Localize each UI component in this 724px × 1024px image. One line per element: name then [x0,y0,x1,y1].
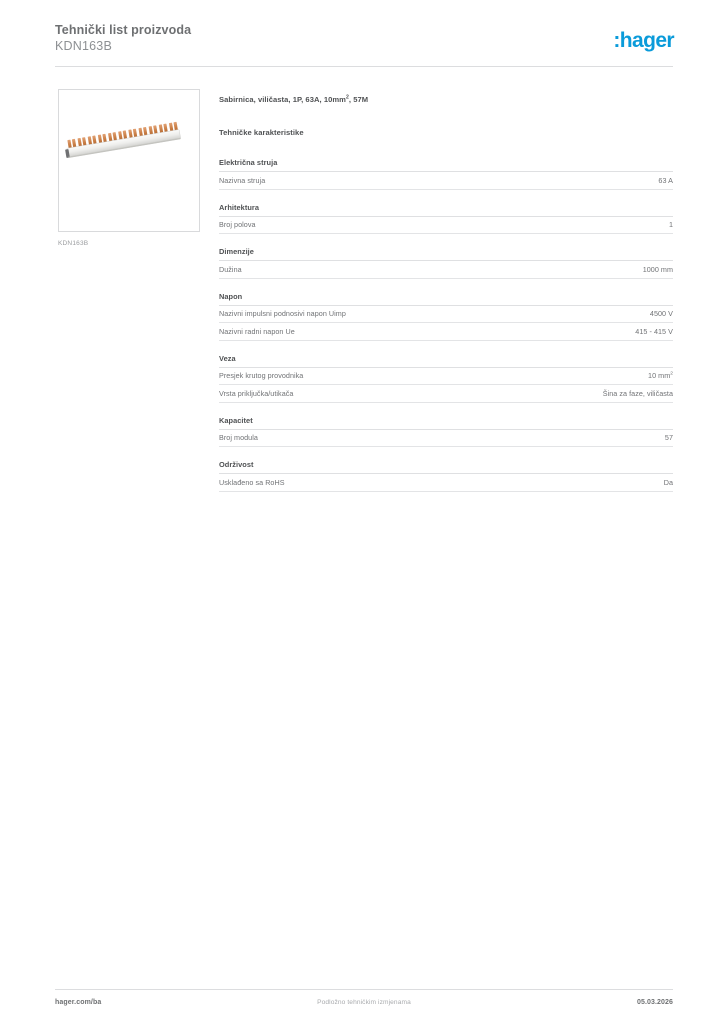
spec-group-title: Veza [219,354,673,368]
page-footer [55,999,673,1011]
spec-row [219,217,673,235]
spec-value: 4500 V [649,309,673,318]
spec-row [219,306,673,324]
footer-website[interactable]: hager.com/ba [55,999,102,1006]
footer-disclaimer: Podložno tehničkim izmjenama [317,999,411,1006]
spec-row [219,368,673,386]
spec-value: 1 [668,220,673,229]
spec-label: Nazivna struja [219,175,266,185]
spec-group-title: Električna struja [219,158,673,172]
spec-group-title: Dimenzije [219,247,673,261]
spec-groups [219,158,673,492]
spec-label: Nazivni radni napon Ue [219,326,295,336]
spec-value: 1000 mm [642,264,673,274]
spec-row [219,261,673,279]
product-image [58,89,200,232]
spec-label: Dužina [219,264,242,274]
spec-label: Broj modula [219,433,258,442]
spec-group [219,416,673,448]
spec-label: Usklađeno sa RoHS [219,477,285,487]
spec-label: Presjek krutog provodnika [219,371,304,380]
specifications-panel [219,94,673,505]
product-description [219,94,673,105]
product-description-superscript: 2 [345,94,349,101]
spec-group [219,460,673,492]
spec-group-title: Napon [219,292,673,306]
spec-value: Da [663,477,673,487]
spec-label: Broj polova [219,220,256,229]
spec-value: 57 [664,433,673,442]
footer-divider [55,989,673,990]
spec-value: 415 - 415 V [635,326,673,336]
spec-label: Nazivni impulsni podnosivi napon Uimp [219,309,346,318]
spec-group [219,292,673,341]
product-description-text: Sabirnica, viličasta, 1P, 63A, 10mm [219,95,346,104]
spec-value: 63 A [658,175,673,185]
hager-logo: :hager [613,29,674,52]
spec-row [219,323,673,341]
page-header [0,0,724,66]
spec-row [219,474,673,492]
spec-group [219,158,673,190]
product-image-caption: KDN163B [58,240,89,247]
spec-row [219,172,673,190]
spec-group [219,354,673,403]
spec-row [219,430,673,448]
spec-group-title: Arhitektura [219,203,673,217]
footer-date: 05.03.2026 [636,999,673,1006]
spec-value-text: 10 mm [648,371,671,380]
spec-row [219,385,673,403]
spec-value [648,371,673,381]
spec-group [219,203,673,235]
spec-value-superscript: 2 [670,371,673,377]
page-title: Tehnički list proizvoda [55,23,192,37]
spec-label: Vrsta priključka/utikača [219,388,294,398]
busbar-illustration [59,90,199,231]
product-description-tail: , 57M [348,95,369,104]
product-reference: KDN163B [55,39,112,53]
spec-value: Šina za faze, viličasta [602,388,673,398]
spec-group-title: Kapacitet [219,416,673,430]
header-divider [55,66,673,67]
spec-group [219,247,673,279]
spec-group-title: Održivost [219,460,673,474]
specs-heading: Tehničke karakteristike [219,128,304,137]
